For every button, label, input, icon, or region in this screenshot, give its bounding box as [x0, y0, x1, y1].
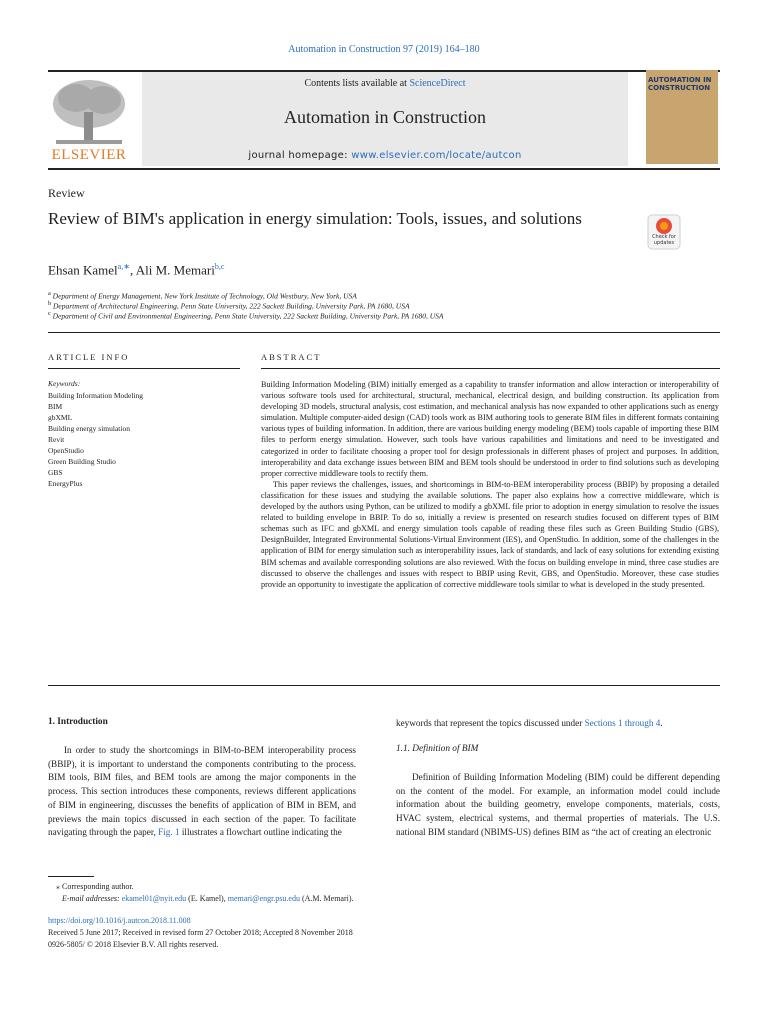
- article-type: Review: [48, 186, 85, 200]
- affiliation-b: $^b$ Department of Architectural Engineering, Penn State University, 222 Sackett Building, University Park, PA 1680, USA: [48, 300, 410, 311]
- keyword: BIM: [48, 402, 63, 411]
- contents-available: [142, 78, 628, 89]
- article-title: Review of BIM's application in energy simulation: Tools, issues, and solutions: [48, 209, 582, 228]
- section-1-heading: 1. Introduction: [48, 717, 108, 727]
- sections-link[interactable]: Sections 1 through 4: [584, 718, 661, 728]
- homepage-label: journal homepage:: [248, 150, 352, 161]
- corresponding-author: ⁎ Corresponding author.: [56, 882, 134, 891]
- keyword: Building energy simulation: [48, 424, 130, 433]
- sciencedirect-link[interactable]: ScienceDirect: [409, 78, 466, 89]
- email-memari-link[interactable]: memari@engr.psu.edu: [227, 894, 300, 903]
- section-1-1-heading: 1.1. Definition of BIM: [396, 744, 479, 754]
- keywords-list: [48, 390, 143, 489]
- keyword: EnergyPlus: [48, 479, 83, 488]
- doi-link[interactable]: https://doi.org/10.1016/j.autcon.2018.11.008: [48, 916, 191, 925]
- email-kamel-link[interactable]: ekamel01@nyit.edu: [121, 894, 187, 903]
- abstract-body: [261, 379, 719, 590]
- author-kamel-affil[interactable]: a,∗: [117, 262, 130, 271]
- keyword: Green Building Studio: [48, 457, 116, 466]
- contents-prefix: Contents lists available at: [304, 78, 410, 89]
- abstract-heading: ABSTRACT: [261, 352, 322, 362]
- abstract-paragraph-1: Building Information Modeling (BIM) initially emerged as a capability to transfer information and allow interaction or interoperability of various software tools used for architectural, structural, mechanical, electrical design, and building construction. Its application from developing 3D models, structural analysis, cost estimation, and mechanical analysis has now expanded to other applications such as energy simulation. Multiple computer-aided design (CAD) tools work as BIM authoring tools to generate BIM files in different formats containing various types of building information. In addition, there are various building energy modeling (BEM) tools capable of importing these BIM files to perform energy simulation. However, such tools have various capabilities and limitations and need to be investigated and categorized in order to facilitate choosing a proper tool for design professionals in different phases of project and purposes. In addition, interoperability and data exchange issues between BIM and BEM tools should be understood in order to find solutions such as developing proper corrective middleware tools to rectify them.: [261, 380, 719, 478]
- affiliation-c: $^c$ Department of Civil and Environmental Engineering, Penn State University, 222 Sackett Building, University Park, PA 1680, USA: [48, 310, 444, 321]
- right-column-continuation: keywords that represent the topics discussed under Sections 1 through 4.: [396, 718, 663, 728]
- keyword: Building Information Modeling: [48, 391, 143, 400]
- journal-reference[interactable]: Automation in Construction 97 (2019) 164–180: [288, 44, 480, 55]
- keyword: Revit: [48, 435, 65, 444]
- crossmark-label: Check for updates: [652, 234, 676, 246]
- authors: [48, 262, 224, 278]
- article-info-rule: [48, 368, 240, 369]
- elsevier-wordmark: ELSEVIER: [51, 147, 127, 163]
- footnote-rule: [48, 876, 94, 877]
- homepage-link[interactable]: www.elsevier.com/locate/autcon: [351, 150, 522, 161]
- keywords-label: Keywords:: [48, 379, 81, 388]
- author-memari: Ali M. Memari: [135, 262, 215, 278]
- header-bottom-rule: [48, 168, 720, 170]
- author-memari-affil[interactable]: b,c: [214, 262, 225, 271]
- journal-title: Automation in Construction: [284, 107, 486, 127]
- journal-cover-title: AUTOMATION IN CONSTRUCTION: [648, 76, 712, 92]
- author-separator: ,: [129, 262, 136, 278]
- keyword: OpenStudio: [48, 446, 84, 455]
- affiliation-a: $^a$ Department of Energy Management, New York Institute of Technology, Old Westbury, New York, USA: [48, 290, 357, 301]
- received-dates: Received 5 June 2017; Received in revised form 27 October 2018; Accepted 8 November 2018: [48, 928, 353, 937]
- fig-1-link[interactable]: Fig. 1: [158, 827, 180, 838]
- abstract-end-rule: [48, 685, 720, 686]
- journal-homepage: [142, 150, 628, 161]
- keyword: gbXML: [48, 413, 73, 422]
- section-rule: [48, 332, 720, 333]
- author-kamel: Ehsan Kamel: [48, 262, 118, 278]
- keyword: GBS: [48, 468, 63, 477]
- email-addresses: E-mail addresses: ekamel01@nyit.edu (E. Kamel), memari@engr.psu.edu (A.M. Memari).: [62, 894, 354, 903]
- article-info-heading: ARTICLE INFO: [48, 352, 130, 362]
- definition-paragraph: Definition of Building Information Modeling (BIM) could be different depending on the content of the model. For example, an information model could include information about the building geometry, envelope components, materials, costs, HVAC system, electrical systems, and thermal properties of materials. The U.S. national BIM standard (NBIMS-US) defines BIM as “the act of creating an electronic: [396, 772, 720, 837]
- copyright: 0926-5805/ © 2018 Elsevier B.V. All rights reserved.: [48, 940, 219, 949]
- abstract-paragraph-2: This paper reviews the challenges, issues, and shortcomings in BIM-to-BEM interoperability process (BBIP) by proposing a detailed classification for these issues and studying the available solutions. The paper also explains how a corrective middleware, which is developed by the authors using Python, can be utilized to modify a gbXML file prior to adoption in energy simulation to resolve the issues related to building envelope in BBIP. To do so, initially a review is presented on research studies focused on different types of BIM schemas such as IFC and gbXML and energy simulation tools capable of reading these files such as Green Building Studio (GBS), DesignBuilder, Integrated Environmental Solutions-Virtual Environment (IES), and OpenStudio. In addition, some of the challenges in the application of BIM for energy simulation such as interoperability issues, lack of standards, and lack of easy solutions for extending existing BIM schemas and available corresponding solutions are also reviewed. With the focus on building envelope in mind, three case studies are discussed to observe the challenges and issues with respect to BBIP using Revit, GBS, and OpenStudio. Moreover, these case studies provide an opportunity to investigate the application of corrective middleware tools similar to what is developed in the study presented.: [261, 479, 719, 589]
- abstract-rule: [261, 368, 720, 369]
- intro-paragraph: In order to study the shortcomings in BIM-to-BEM interoperability process (BBIP), it is important to understand the components contributing to the process. BIM tools, BIM files, and BEM tools are among the major components in the process. This section introduces these components, reviews different applications of BIM in engineering, discusses the benefits of application of BIM in BEM, and previews the main topics discussed in each section of the paper. To facilitate navigating through the paper, Fig. 1 illustrates a flowchart outline indicating the: [48, 745, 356, 838]
